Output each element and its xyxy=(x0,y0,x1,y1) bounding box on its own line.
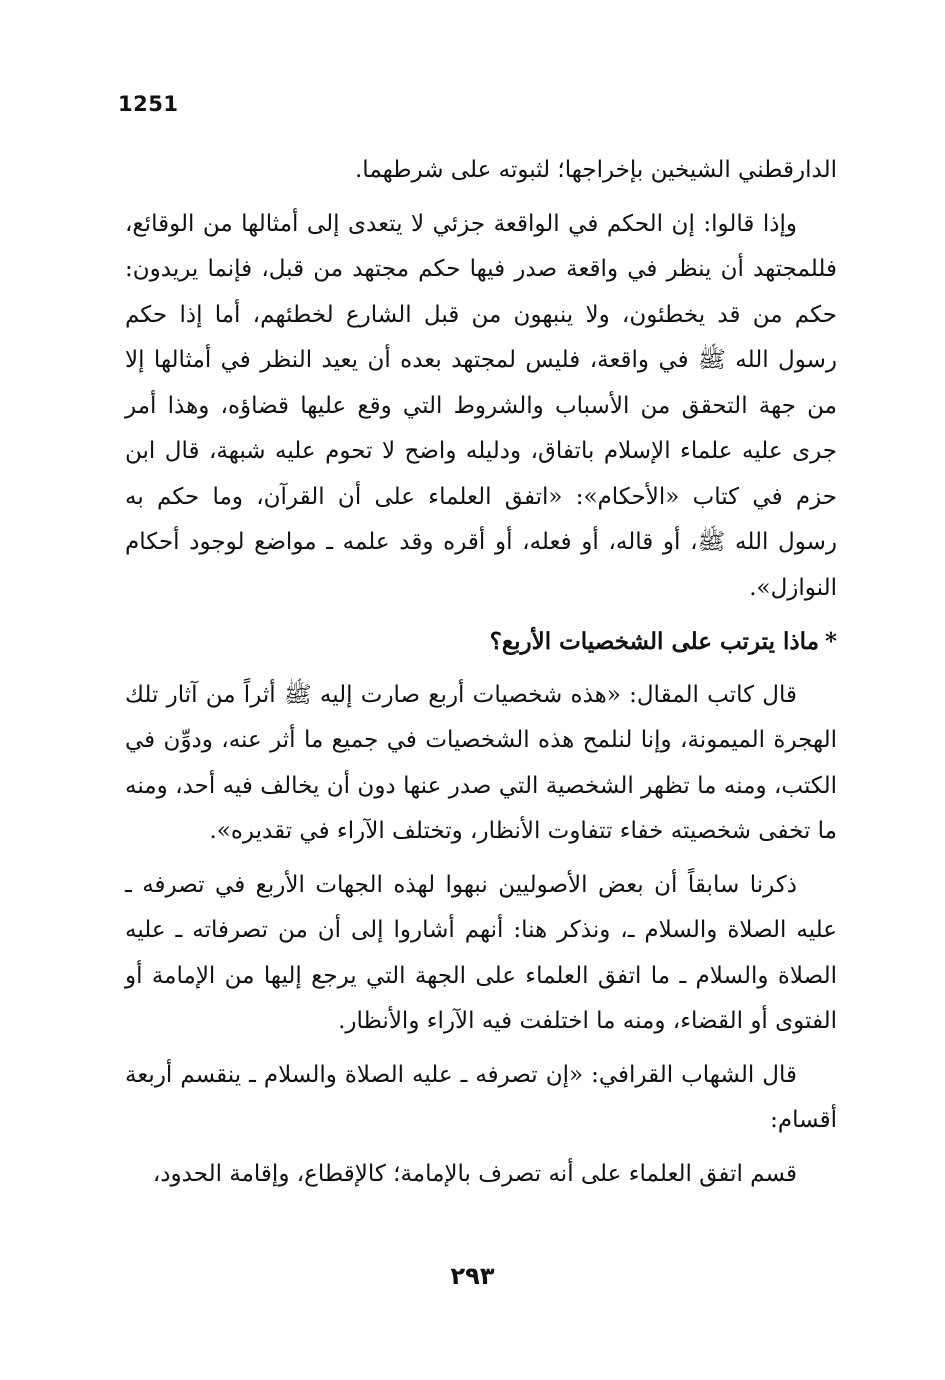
heading-text: ماذا يترتب على الشخصيات الأربع؟ xyxy=(489,628,819,655)
paragraph: وإذا قالوا: إن الحكم في الواقعة جزئي لا يتعدى إلى أمثالها من الوقائع، فللمجتهد أن ينظر في واقعة صدر فيها حكم مجتهد من قبل، فإنما يريدون: حكم من قد يخطئون، ولا ينبهون من قبل الشارع لخطئهم، أما إذا حكم رسول الله ﷺ في واقعة، فليس لمجتهد بعده أن يعيد النظر في أمثالها إلا من جهة التحقق من الأسباب والشروط التي وقع عليها قضاؤه، وهذا أمر جرى عليه علماء الإسلام باتفاق، ودليله واضح لا تحوم عليه شبهة، قال ابن حزم في كتاب «الأحكام»: «اتفق العلماء على أن القرآن، وما حكم به رسول الله ﷺ، أو قاله، أو فعله، أو أقره وقد علمه ـ مواضع لوجود أحكام النوازل». xyxy=(125,210,837,601)
section-heading xyxy=(125,619,837,665)
heading-star-icon: * xyxy=(824,628,837,655)
paragraph: قال الشهاب القرافي: «إن تصرفه ـ عليه الصلاة والسلام ـ ينقسم أربعة أقسام: xyxy=(125,1061,837,1133)
paragraph: ذكرنا سابقاً أن بعض الأصوليين نبهوا لهذه الجهات الأربع في تصرفه ـ عليه الصلاة والسلام ـ، ونذكر هنا: أنهم أشاروا إلى أن من تصرفاته ـ عليه الصلاة والسلام ـ ما اتفق العلماء على الجهة التي يرجع إليها من الإمامة أو الفتوى أو القضاء، ومنه ما اختلفت فيه الآراء والأنظار. xyxy=(125,871,837,1034)
page-number-bottom: ٢٩٣ xyxy=(450,1262,495,1290)
page-number-top: 1251 xyxy=(118,92,179,116)
paragraph-continuation: الدارقطني الشيخين بإخراجها؛ لثبوته على شرطهما. xyxy=(355,157,837,183)
paragraph: قسم اتفق العلماء على أنه تصرف بالإمامة؛ كالإقطاع، وإقامة الحدود، xyxy=(152,1160,797,1187)
document-body xyxy=(125,148,837,1205)
paragraph: قال كاتب المقال: «هذه شخصيات أربع صارت إليه ﷺ أثراً من آثار تلك الهجرة الميمونة، وإنا لنلمح هذه الشخصيات في جميع ما أثر عنه، ودوِّن في الكتب، ومنه ما تظهر الشخصية التي صدر عنها دون أن يخالف فيه أحد، ومنه ما تخفى شخصيته خفاء تتفاوت الأنظار، وتختلف الآراء في تقديره». xyxy=(125,681,837,844)
